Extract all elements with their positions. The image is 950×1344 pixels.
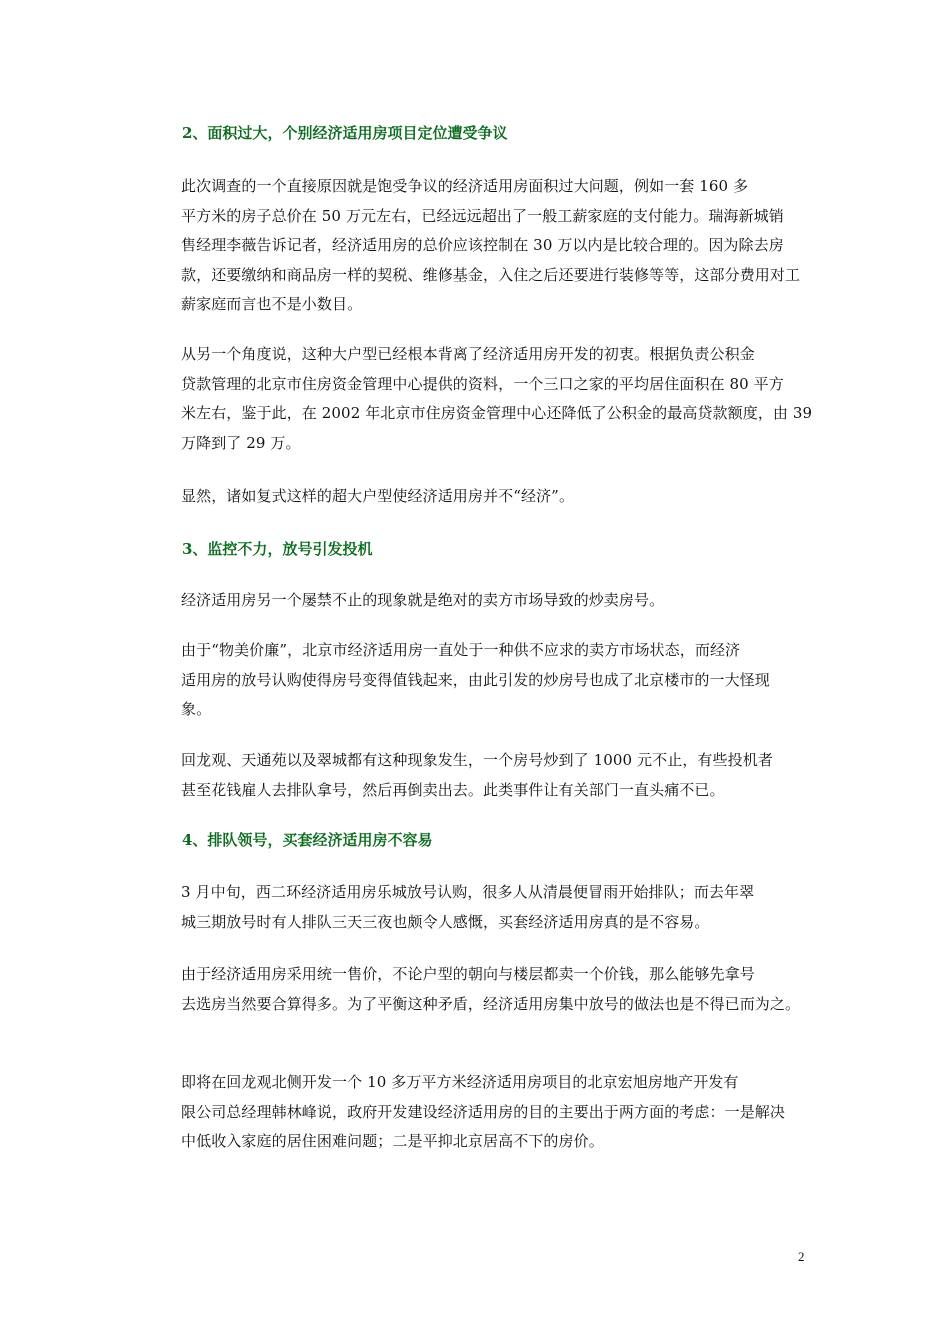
paragraph-line: 回龙观、天通苑以及翠城都有这种现象发生，一个房号炒到了 1000 元不止，有些投机者 <box>181 751 773 769</box>
paragraph-line: 象。 <box>181 700 212 718</box>
paragraph <box>144 482 816 512</box>
paragraph-line: 经济适用房另一个屡禁不止的现象就是绝对的卖方市场导致的炒卖房号。 <box>181 591 665 609</box>
paragraph <box>144 746 816 805</box>
paragraph-line: 限公司总经理韩林峰说，政府开发建设经济适用房的目的主要出于两方面的考虑：一是解决 <box>181 1102 786 1121</box>
paragraph <box>144 1068 816 1157</box>
paragraph-line: 由于“物美价廉”，北京市经济适用房一直处于一种供不应求的卖方市场状态，而经济 <box>181 641 741 659</box>
paragraph-line: 显然，诸如复式这样的超大户型使经济适用房并不“经济”。 <box>181 487 575 505</box>
paragraph-line: 去选房当然要合算得多。为了平衡这种矛盾，经济适用房集中放号的做法也是不得已而为之。 <box>181 994 801 1013</box>
paragraph-line: 城三期放号时有人排队三天三夜也颇令人感慨，买套经济适用房真的是不容易。 <box>181 912 710 931</box>
paragraph <box>144 172 816 320</box>
paragraph <box>144 960 816 1019</box>
paragraph-line: 售经理李薇告诉记者，经济适用房的总价应该控制在 30 万以内是比较合理的。因为除去房 <box>181 236 784 254</box>
page-number: 2 <box>798 1249 805 1264</box>
paragraph-line: 贷款管理的北京市住房资金管理中心提供的资料，一个三口之家的平均居住面积在 80 平方 <box>181 374 784 393</box>
paragraph-line: 平方米的房子总价在 50 万元左右，已经远远超出了一般工薪家庭的支付能力。瑞海新城销 <box>181 206 784 225</box>
paragraph-line: 由于经济适用房采用统一售价，不论户型的朝向与楼层都卖一个价钱，那么能够先拿号 <box>181 965 755 983</box>
paragraph-line: 万降到了 29 万。 <box>181 433 301 452</box>
paragraph-line: 适用房的放号认购使得房号变得值钱起来，由此引发的炒房号也成了北京楼市的一大怪现 <box>181 670 770 689</box>
paragraph <box>144 878 816 937</box>
paragraph <box>144 586 816 616</box>
paragraph-line: 即将在回龙观北侧开发一个 10 多万平方米经济适用房项目的北京宏旭房地产开发有 <box>181 1073 739 1091</box>
paragraph-line: 款，还要缴纳和商品房一样的契税、维修基金，入住之后还要进行装修等等，这部分费用对工 <box>181 265 801 284</box>
paragraph-line: 甚至花钱雇人去排队拿号，然后再倒卖出去。此类事件让有关部门一直头痛不已。 <box>181 780 725 799</box>
paragraph-line: 薪家庭而言也不是小数目。 <box>181 295 363 313</box>
section-heading: 4、排队领号，买套经济适用房不容易 <box>182 831 433 849</box>
paragraph-line: 3 月中旬，西二环经济适用房乐城放号认购，很多人从清晨便冒雨开始排队；而去年翠 <box>181 883 755 901</box>
paragraph <box>144 636 816 725</box>
section-heading: 2、面积过大，个别经济适用房项目定位遭受争议 <box>182 124 508 142</box>
paragraph-line: 从另一个角度说，这种大户型已经根本背离了经济适用房开发的初衷。根据负责公积金 <box>181 345 755 363</box>
paragraph-line: 米左右，鉴于此，在 2002 年北京市住房资金管理中心还降低了公积金的最高贷款额度，由 39 <box>181 404 813 422</box>
paragraph <box>144 340 816 458</box>
section-heading: 3、监控不力，放号引发投机 <box>182 540 373 558</box>
paragraph-line: 此次调查的一个直接原因就是饱受争议的经济适用房面积过大问题，例如一套 160 多 <box>181 177 749 195</box>
paragraph-line: 中低收入家庭的居住困难问题；二是平抑北京居高不下的房价。 <box>181 1132 604 1150</box>
